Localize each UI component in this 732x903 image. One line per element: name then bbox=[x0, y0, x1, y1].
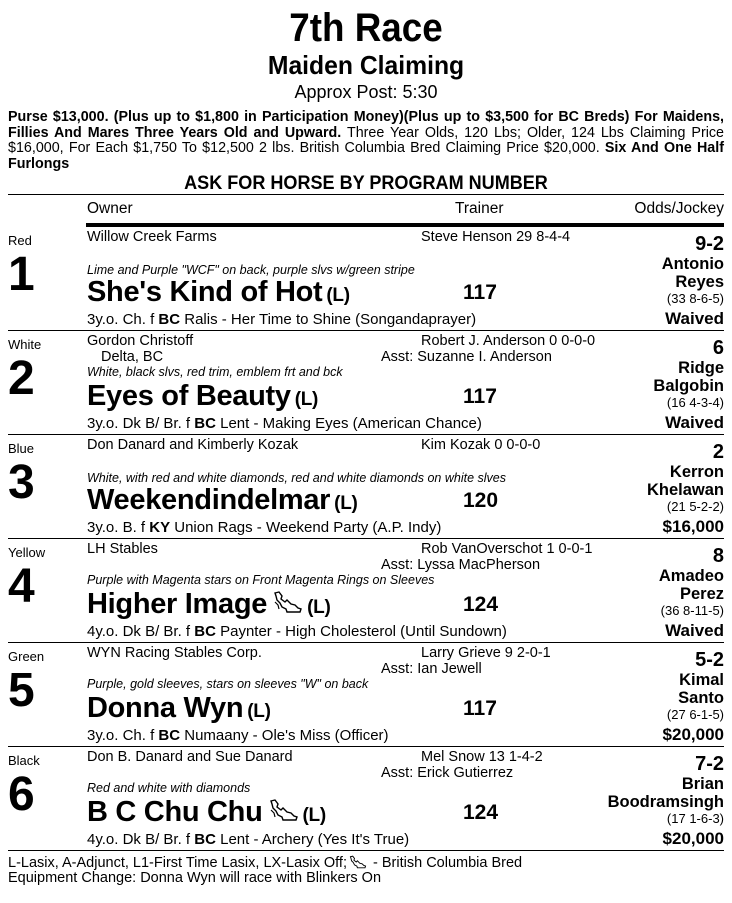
weight: 124 bbox=[463, 801, 499, 824]
horse-name: Higher Image bbox=[87, 588, 268, 620]
footer bbox=[8, 855, 724, 886]
claiming-price: $20,000 bbox=[662, 725, 724, 744]
owner bbox=[87, 645, 262, 661]
program-number: 6 bbox=[8, 768, 35, 821]
jockey-last-name: Balgobin bbox=[653, 377, 724, 395]
owner bbox=[87, 437, 298, 453]
claiming-price: Waived bbox=[665, 413, 724, 432]
trainer: Larry Grieve 9 2-0-1 bbox=[421, 645, 551, 661]
jockey-stats: (17 1-6-3) bbox=[666, 811, 724, 826]
owner bbox=[87, 541, 158, 557]
breeding: 4y.o. Dk B/ Br. f BC Paynter - High Cholesterol (Until Sundown) bbox=[87, 623, 507, 640]
horse-name-line bbox=[87, 276, 350, 312]
assistant-trainer: Asst: Ian Jewell bbox=[381, 661, 482, 677]
state-bred: BC bbox=[194, 415, 216, 432]
claiming-price: $16,000 bbox=[662, 517, 724, 536]
weight: 117 bbox=[463, 697, 497, 720]
owner bbox=[87, 229, 217, 245]
jockey-last-name: Perez bbox=[679, 585, 724, 603]
weight: 124 bbox=[463, 593, 499, 616]
owner bbox=[87, 333, 193, 365]
saddle-cloth-color: White bbox=[8, 337, 42, 352]
state-bred: BC bbox=[158, 727, 181, 744]
morning-line-odds: 9-2 bbox=[695, 233, 724, 255]
conditions-weights: Three Year Olds, 120 Lbs; Older, 124 Lbs Claiming Price $16,000, For Each $1,750 To $12,500 2 lbs. British Columbia Bred Claiming Price $20,000. bbox=[8, 124, 724, 156]
morning-line-odds: 5-2 bbox=[695, 649, 724, 671]
morning-line-odds: 8 bbox=[712, 545, 724, 567]
owner-name: Gordon Christoff bbox=[87, 333, 194, 349]
horse-name-line bbox=[87, 588, 331, 624]
state-bred: BC bbox=[194, 831, 216, 848]
entry-row bbox=[8, 227, 724, 331]
horse-name-line bbox=[87, 692, 271, 728]
medication-legend: L-Lasix, A-Adjunct, L1-First Time Lasix, LX-Lasix Off; - British Columbia Bred bbox=[8, 855, 523, 871]
owner-name: LH Stables bbox=[87, 541, 158, 557]
horse-name: Donna Wyn bbox=[87, 692, 244, 724]
silks-description: White, with red and white diamonds, red and white diamonds on white slves bbox=[87, 471, 506, 485]
program-number: 1 bbox=[8, 248, 35, 301]
morning-line-odds: 6 bbox=[712, 337, 724, 359]
bc-bred-icon bbox=[347, 855, 369, 871]
claiming-price: Waived bbox=[665, 309, 724, 328]
horse-name: Weekendindelmar bbox=[87, 484, 331, 516]
jockey-stats: (33 8-6-5) bbox=[666, 291, 724, 306]
silks-description: Purple, gold sleeves, stars on sleeves "W" on back bbox=[87, 677, 369, 691]
silks-description: Red and white with diamonds bbox=[87, 781, 251, 795]
claiming-price: $20,000 bbox=[662, 829, 724, 848]
state-bred: BC bbox=[158, 311, 181, 328]
silks-description: White, black slvs, red trim, emblem frt and bck bbox=[87, 365, 343, 379]
race-conditions bbox=[8, 110, 724, 172]
jockey-first-name: Brian bbox=[681, 775, 724, 793]
medication: (L) bbox=[326, 285, 350, 306]
jockey-first-name: Ridge bbox=[678, 359, 724, 377]
assistant-trainer: Asst: Lyssa MacPherson bbox=[381, 557, 541, 573]
assistant-trainer: Asst: Erick Gutierrez bbox=[381, 765, 514, 781]
program-number: 2 bbox=[8, 352, 35, 405]
medication: (L) bbox=[307, 597, 331, 618]
horse-name-line bbox=[87, 484, 358, 520]
weight: 117 bbox=[463, 281, 497, 304]
breeding: 3y.o. Ch. f BC Ralis - Her Time to Shine (Songandaprayer) bbox=[87, 311, 477, 328]
post-time: Approx Post: 5:30 bbox=[294, 82, 438, 102]
jockey-stats: (16 4-3-4) bbox=[666, 395, 724, 410]
entry-row bbox=[8, 435, 724, 539]
horse-name-line bbox=[87, 380, 318, 416]
horse-name-line bbox=[87, 796, 326, 832]
saddle-cloth-color: Green bbox=[8, 649, 45, 664]
equipment-change: Equipment Change: Donna Wyn will race with Blinkers On bbox=[8, 870, 382, 886]
entry-row bbox=[8, 539, 724, 643]
medication: (L) bbox=[302, 805, 326, 826]
trainer: Kim Kozak 0 0-0-0 bbox=[421, 437, 541, 453]
jockey-stats: (36 8-11-5) bbox=[660, 603, 724, 618]
horse-name: B C Chu Chu bbox=[87, 796, 263, 828]
assistant-trainer: Asst: Suzanne I. Anderson bbox=[381, 349, 552, 365]
entry-row bbox=[8, 643, 724, 747]
morning-line-odds: 2 bbox=[712, 441, 724, 463]
race-header bbox=[0, 0, 732, 104]
jockey-first-name: Amadeo bbox=[658, 567, 724, 585]
owner-column-header: Owner bbox=[87, 200, 133, 217]
jockey-last-name: Boodramsingh bbox=[607, 793, 724, 811]
bc-bred-icon bbox=[273, 589, 303, 621]
owner-location: Delta, BC bbox=[101, 349, 164, 365]
state-bred: KY bbox=[149, 519, 171, 536]
bc-bred-icon bbox=[269, 797, 299, 829]
breeding: 3y.o. Dk B/ Br. f BC Lent - Making Eyes (American Chance) bbox=[87, 415, 482, 432]
trainer: Mel Snow 13 1-4-2 bbox=[421, 749, 543, 765]
program-number: 4 bbox=[8, 560, 35, 613]
silks-description: Lime and Purple "WCF" on back, purple slvs w/green stripe bbox=[87, 263, 415, 277]
jockey-stats: (21 5-2-2) bbox=[666, 499, 724, 514]
race-type: Maiden Claiming bbox=[267, 50, 465, 80]
race-title: 7th Race bbox=[289, 6, 443, 50]
state-bred: BC bbox=[194, 623, 216, 640]
medication: (L) bbox=[334, 493, 358, 514]
jockey-first-name: Antonio bbox=[661, 255, 724, 273]
jockey-first-name: Kerron bbox=[669, 463, 724, 481]
owner-name: Don Danard and Kimberly Kozak bbox=[87, 437, 299, 453]
entries-list bbox=[0, 227, 732, 851]
column-headers bbox=[0, 195, 732, 223]
odds-jockey-column-header: Odds/Jockey bbox=[634, 200, 724, 217]
conditions-purse: Purse $13,000. (Plus up to $1,800 in Participation Money)(Plus up to $3,500 for BC Breds) For Maidens, Fillies And Mares Three Years Old and Upward. bbox=[8, 109, 724, 141]
claiming-price: Waived bbox=[665, 621, 724, 640]
ask-banner: ASK FOR HORSE BY PROGRAM NUMBER bbox=[184, 173, 548, 194]
jockey-last-name: Santo bbox=[678, 689, 724, 707]
saddle-cloth-color: Blue bbox=[8, 441, 35, 456]
breeding: 3y.o. B. f KY Union Rags - Weekend Party (A.P. Indy) bbox=[87, 519, 442, 536]
entry-row bbox=[8, 331, 724, 435]
saddle-cloth-color: Black bbox=[8, 753, 40, 768]
trainer-column-header: Trainer bbox=[455, 200, 504, 217]
weight: 117 bbox=[463, 385, 497, 408]
program-number: 5 bbox=[8, 664, 35, 717]
horse-name: Eyes of Beauty bbox=[87, 380, 291, 412]
weight: 120 bbox=[463, 489, 499, 512]
breeding: 4y.o. Dk B/ Br. f BC Lent - Archery (Yes It's True) bbox=[87, 831, 410, 848]
saddle-cloth-color: Red bbox=[8, 233, 32, 248]
breeding: 3y.o. Ch. f BC Numaany - Ole's Miss (Officer) bbox=[87, 727, 389, 744]
medication: (L) bbox=[294, 389, 319, 410]
silks-description: Purple with Magenta stars on Front Magenta Rings on Sleeves bbox=[87, 573, 435, 587]
trainer: Steve Henson 29 8-4-4 bbox=[421, 229, 571, 245]
medication: (L) bbox=[247, 701, 271, 722]
jockey-stats: (27 6-1-5) bbox=[666, 707, 724, 722]
entry-row bbox=[8, 747, 724, 851]
morning-line-odds: 7-2 bbox=[695, 753, 724, 775]
trainer: Robert J. Anderson 0 0-0-0 bbox=[421, 333, 596, 349]
owner-name: Willow Creek Farms bbox=[87, 229, 217, 245]
program-number: 3 bbox=[8, 456, 35, 509]
horse-name: She's Kind of Hot bbox=[87, 276, 323, 308]
saddle-cloth-color: Yellow bbox=[8, 545, 46, 560]
jockey-last-name: Khelawan bbox=[646, 481, 724, 499]
owner-name: WYN Racing Stables Corp. bbox=[87, 645, 262, 661]
conditions-distance: Six And One Half Furlongs bbox=[8, 140, 724, 172]
owner-name: Don B. Danard and Sue Danard bbox=[87, 749, 293, 765]
jockey-first-name: Kimal bbox=[679, 671, 724, 689]
jockey-last-name: Reyes bbox=[675, 273, 724, 291]
owner bbox=[87, 749, 293, 765]
trainer: Rob VanOverschot 1 0-0-1 bbox=[421, 541, 593, 557]
